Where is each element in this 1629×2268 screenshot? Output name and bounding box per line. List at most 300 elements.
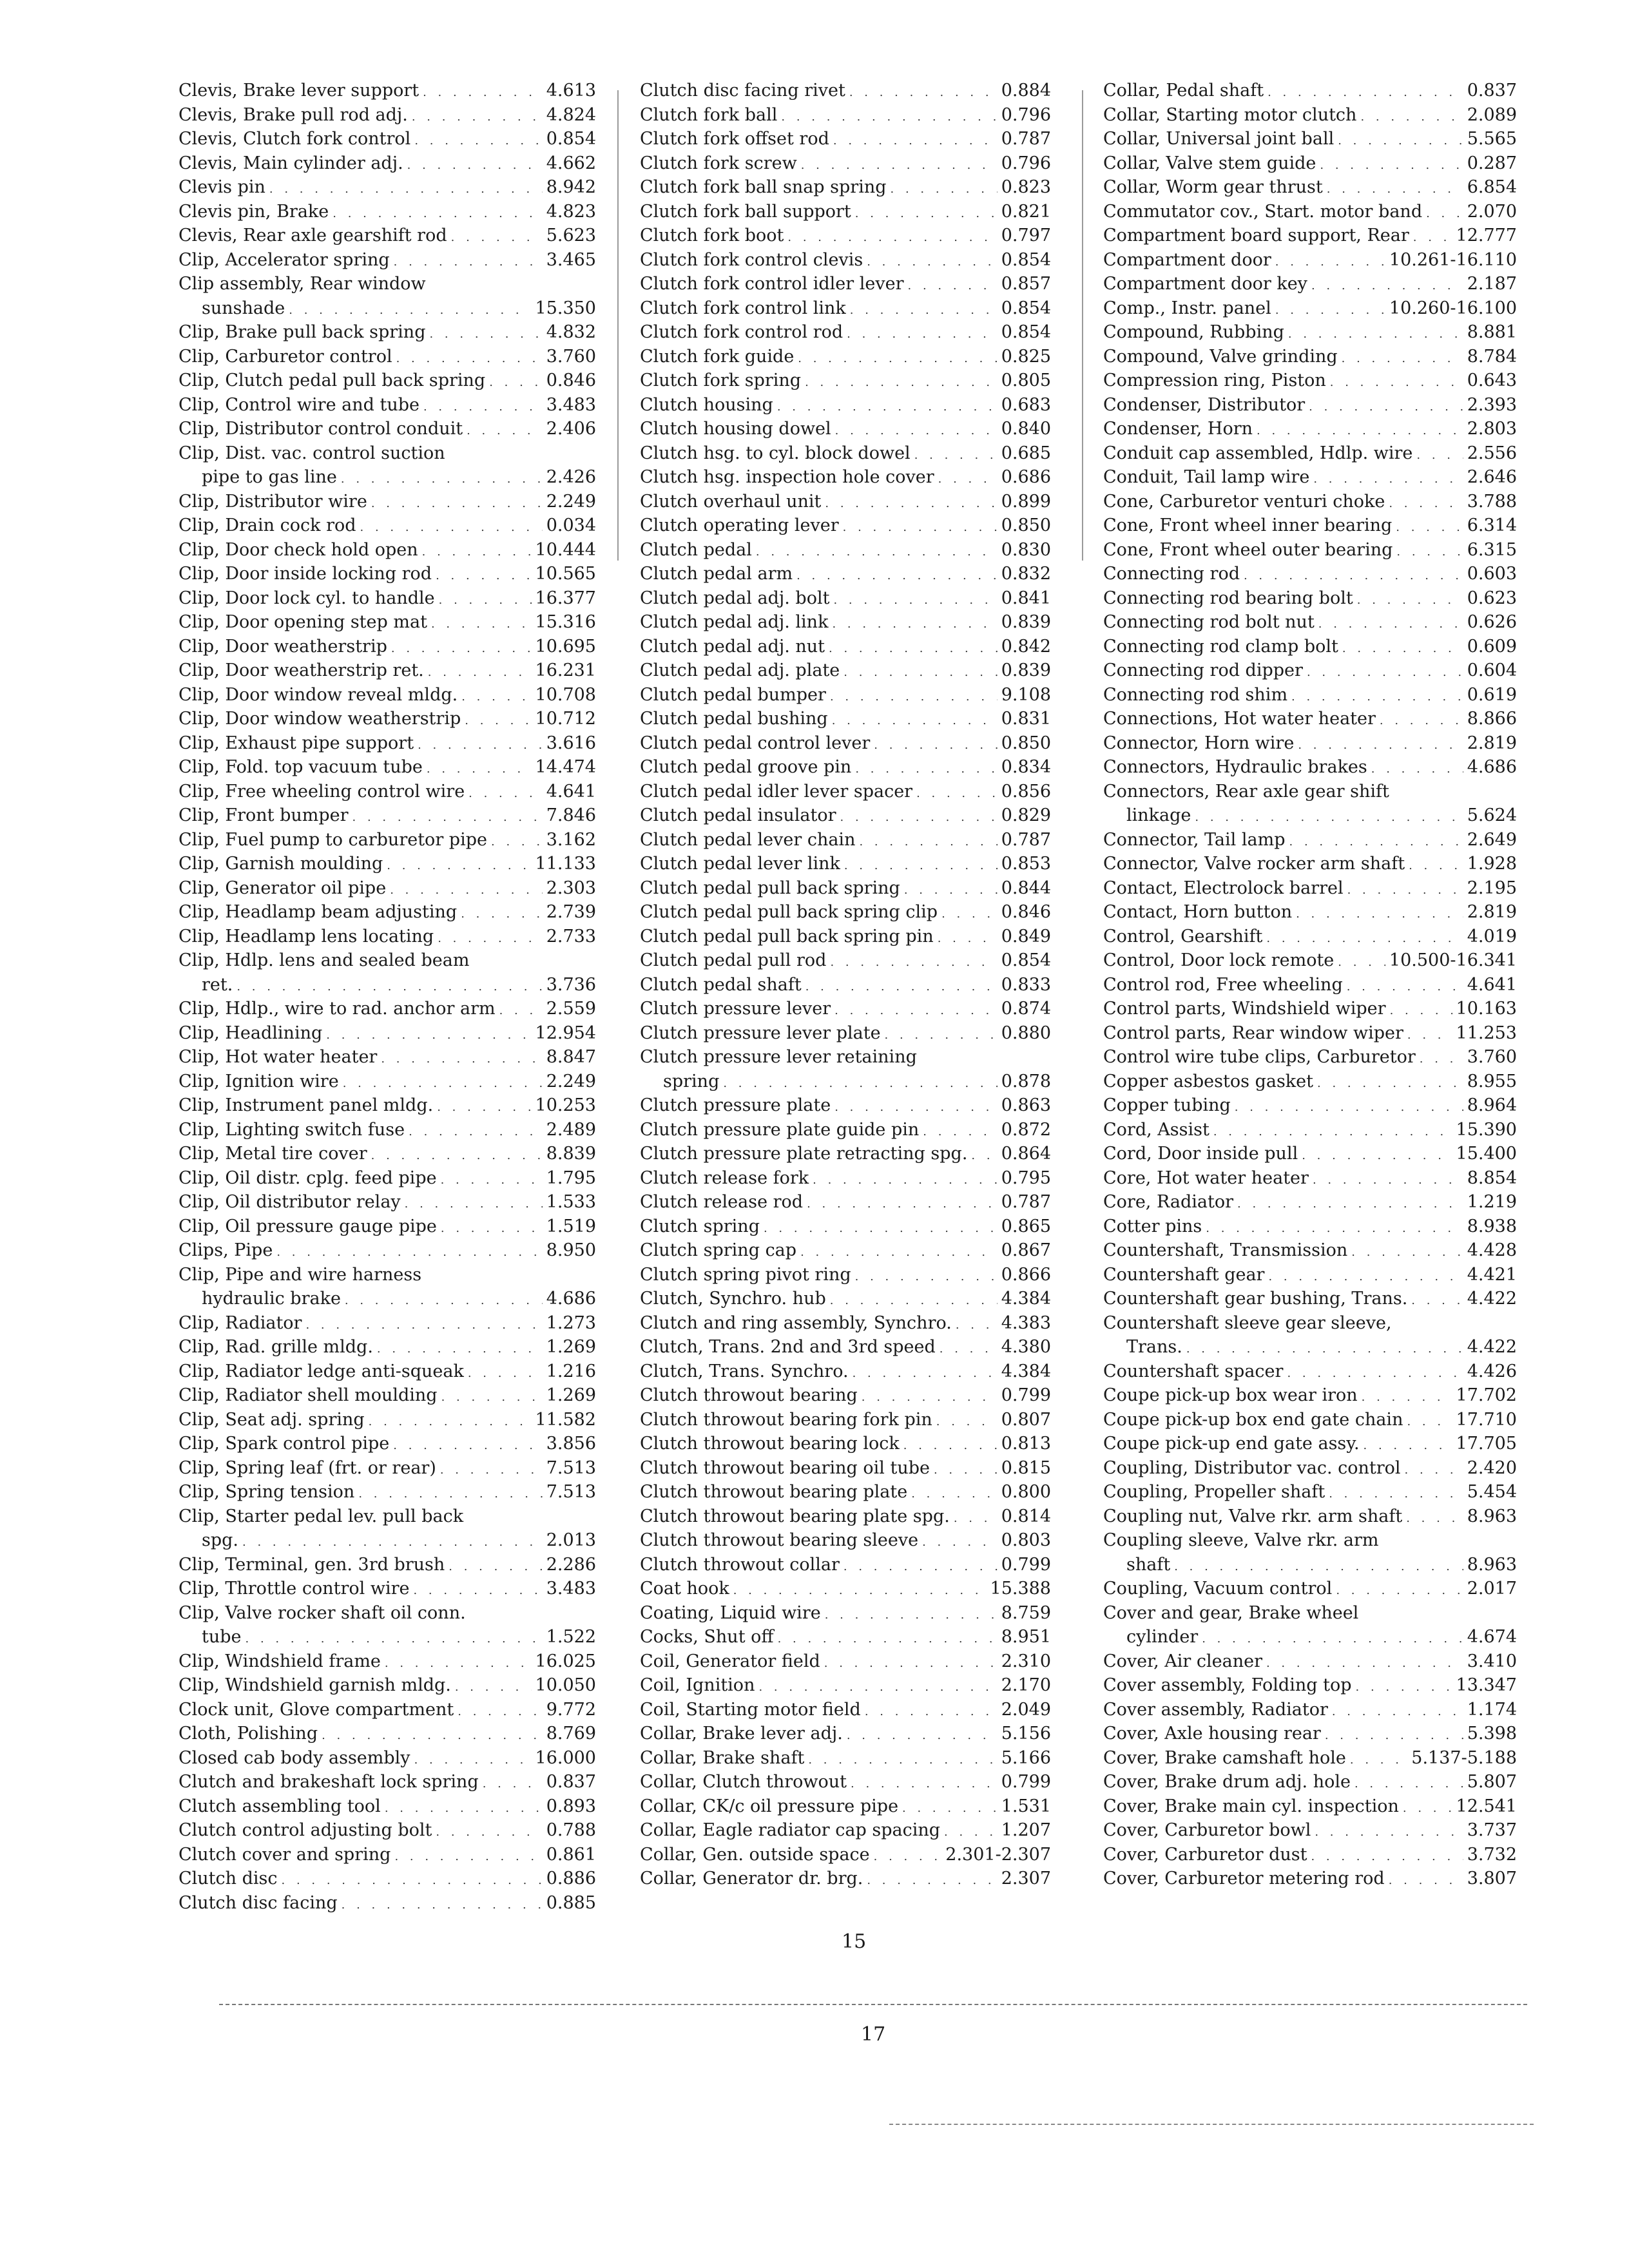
- entry-name: Clip, Ignition wire: [178, 1071, 339, 1091]
- entry-reference: 9.108: [1001, 684, 1051, 705]
- index-entry: [640, 175, 1051, 200]
- entry-reference: 0.686: [1001, 467, 1051, 487]
- dot-leader: [844, 854, 998, 876]
- entry-reference: 13.347: [1456, 1675, 1517, 1695]
- index-entry: [1103, 1238, 1517, 1263]
- dot-leader: [1347, 878, 1463, 901]
- dot-leader: [813, 1168, 998, 1191]
- index-entry: [178, 780, 596, 804]
- entry-name: Clutch pedal adj. link: [640, 612, 829, 632]
- entry-reference: 4.422: [1467, 1337, 1517, 1357]
- dot-leader: [834, 1095, 997, 1118]
- entry-name: Collar, Gen. outside space: [640, 1844, 870, 1865]
- index-entry: [178, 1625, 596, 1649]
- dot-leader: [461, 685, 531, 707]
- entry-name: Clutch throwout bearing plate: [640, 1482, 908, 1502]
- entry-reference: 2.556: [1467, 443, 1517, 463]
- entry-reference: 0.815: [1001, 1457, 1051, 1478]
- dot-leader: [832, 709, 998, 731]
- dot-leader: [914, 443, 998, 466]
- entry-name: Core, Hot water heater: [1103, 1168, 1309, 1188]
- entry-reference: 16.025: [535, 1651, 596, 1671]
- dot-leader: [1315, 1820, 1463, 1843]
- index-entry: [178, 224, 596, 248]
- entry-name: Clutch pressure lever: [640, 999, 831, 1019]
- entry-name: Clutch hsg. to cyl. block dowel: [640, 443, 911, 463]
- dot-leader: [269, 177, 543, 200]
- index-entry: [640, 683, 1051, 707]
- dot-leader: [1307, 660, 1463, 683]
- entry-reference: 2.739: [546, 902, 596, 922]
- dot-leader: [855, 202, 998, 224]
- entry-name: Clip, Radiator shell moulding: [178, 1385, 438, 1405]
- index-entry: [640, 345, 1051, 369]
- dot-leader: [1407, 1410, 1452, 1432]
- dot-leader: [758, 1675, 997, 1698]
- entry-reference: 0.865: [1001, 1216, 1051, 1236]
- dot-leader: [801, 153, 998, 176]
- dot-leader: [835, 419, 998, 441]
- entry-name: Connecting rod shim: [1103, 684, 1288, 705]
- index-entry: [1103, 900, 1517, 925]
- entry-reference: 3.483: [546, 1579, 596, 1599]
- entry-reference: 2.819: [1467, 733, 1517, 753]
- dot-leader: [305, 1313, 542, 1336]
- entry-name: Clip, Exhaust pipe support: [178, 733, 414, 753]
- entry-name: Clip, Door inside locking rod: [178, 564, 432, 584]
- entry-reference: 8.854: [1467, 1168, 1517, 1188]
- index-entry: [640, 803, 1051, 828]
- entry-reference: 0.846: [1001, 902, 1051, 922]
- dot-leader: [431, 612, 532, 635]
- entry-name: Cord, Door inside pull: [1103, 1144, 1298, 1164]
- entry-name: Clutch throwout bearing plate spg.: [640, 1506, 950, 1526]
- dot-leader: [1296, 902, 1463, 925]
- entry-reference: 0.813: [1001, 1434, 1051, 1454]
- entry-reference: 0.878: [1001, 1071, 1051, 1091]
- entry-name: Clutch cover and spring: [178, 1844, 391, 1865]
- entry-name: Clutch pedal lever chain: [640, 829, 856, 850]
- entry-reference: 2.070: [1467, 201, 1517, 222]
- dot-leader: [489, 370, 543, 393]
- entry-name: Clip, Hot water heater: [178, 1047, 378, 1067]
- entry-name: Closed cab body assembly: [178, 1747, 410, 1768]
- index-entry: [1103, 1142, 1517, 1166]
- entry-reference: 2.249: [546, 491, 596, 512]
- index-entry: [1103, 1021, 1517, 1046]
- index-entry: [640, 1504, 1051, 1529]
- index-entry: [178, 151, 596, 176]
- entry-name: Clutch pedal shaft: [640, 974, 802, 995]
- index-entry: [178, 79, 596, 103]
- entry-reference: 0.840: [1001, 419, 1051, 439]
- dot-leader: [777, 395, 998, 418]
- entry-name: Clips, Pipe: [178, 1240, 273, 1260]
- entry-reference: 0.899: [1001, 491, 1051, 512]
- entry-name: Collar, Eagle radiator cap spacing: [640, 1820, 941, 1840]
- dot-leader: [441, 1216, 543, 1239]
- dot-leader: [859, 830, 997, 852]
- entry-reference: 0.821: [1001, 201, 1051, 222]
- entry-name: Connectors, Rear axle gear shift: [1103, 781, 1389, 802]
- index-entry: [640, 1311, 1051, 1336]
- entry-reference: 6.854: [1467, 177, 1517, 197]
- dot-leader: [1327, 177, 1463, 200]
- dot-leader: [1362, 1385, 1452, 1408]
- entry-name: Clutch pedal: [640, 539, 752, 560]
- entry-name: Clutch pressure plate guide pin: [640, 1119, 920, 1140]
- entry-name: Collar, Worm gear thrust: [1103, 177, 1323, 197]
- index-entry: [178, 1770, 596, 1794]
- entry-name: Clutch fork control rod: [640, 322, 843, 342]
- index-entry: [178, 369, 596, 393]
- dot-leader: [377, 1337, 543, 1360]
- entry-reference: 0.846: [546, 370, 596, 390]
- entry-name: Collar, Clutch throwout: [640, 1772, 847, 1792]
- entry-reference: 8.950: [546, 1240, 596, 1260]
- entry-name: Clutch release rod: [640, 1192, 804, 1212]
- index-entry: [640, 828, 1051, 852]
- index-entry: [640, 272, 1051, 296]
- dot-leader: [1351, 1240, 1463, 1263]
- index-entry: [640, 973, 1051, 997]
- entry-name: Clip, Distributor wire: [178, 491, 367, 512]
- entry-reference: 0.841: [1001, 588, 1051, 608]
- entry-reference: 1.531: [1001, 1796, 1051, 1816]
- entry-reference: 15.350: [535, 298, 596, 318]
- index-entry: [640, 369, 1051, 393]
- dot-leader: [847, 322, 998, 345]
- index-entry: [1103, 610, 1517, 635]
- dot-leader: [1288, 322, 1463, 345]
- entry-reference: 0.814: [1001, 1506, 1051, 1526]
- dot-leader: [414, 129, 542, 151]
- entry-reference: 12.541: [1456, 1796, 1517, 1816]
- entry-name: Trans.: [1126, 1337, 1182, 1357]
- entry-name: Contact, Horn button: [1103, 902, 1293, 922]
- entry-reference: 0.604: [1467, 660, 1517, 680]
- entry-reference: 10.708: [535, 684, 596, 705]
- index-entry: [640, 610, 1051, 635]
- index-entry: [178, 1504, 596, 1529]
- entry-name: Clip, Door weatherstrip ret.: [178, 660, 424, 680]
- dot-leader: [423, 395, 543, 418]
- entry-name: Clutch and brakeshaft lock spring: [178, 1772, 479, 1792]
- index-entry: [1103, 1360, 1517, 1384]
- entry-name: Clip, Oil distr. cplg. feed pipe: [178, 1168, 437, 1188]
- entry-reference: 3.732: [1467, 1844, 1517, 1865]
- entry-name: Clutch fork ball support: [640, 201, 851, 222]
- index-entry: [640, 1625, 1051, 1649]
- index-entry: [1103, 973, 1517, 997]
- index-entry: [1103, 1625, 1517, 1649]
- index-entry: [178, 272, 596, 296]
- index-entry: [178, 1166, 596, 1191]
- dot-leader: [360, 515, 543, 538]
- dot-leader: [1396, 540, 1463, 562]
- dot-leader: [407, 153, 543, 176]
- dot-leader: [1289, 830, 1463, 852]
- entry-name: Clutch disc: [178, 1869, 278, 1888]
- index-entry: [1103, 1746, 1517, 1771]
- index-entry: [178, 1698, 596, 1722]
- entry-reference: 14.474: [535, 757, 596, 777]
- entry-name: Collar, Pedal shaft: [1103, 81, 1264, 101]
- dot-leader: [1380, 709, 1463, 731]
- index-entry: [640, 1432, 1051, 1456]
- index-entry: [640, 248, 1051, 273]
- entry-name: Connector, Tail lamp: [1103, 829, 1286, 850]
- entry-name: Cover, Brake camshaft hole: [1103, 1747, 1346, 1768]
- dot-leader: [1266, 927, 1463, 949]
- entry-name: Clip, Clutch pedal pull back spring: [178, 370, 486, 390]
- index-entry: [640, 1553, 1051, 1577]
- entry-reference: 10.050: [535, 1675, 596, 1695]
- dot-leader: [371, 492, 543, 514]
- entry-name: Comp., Instr. panel: [1103, 298, 1271, 318]
- dot-leader: [1309, 395, 1463, 418]
- dot-leader: [499, 999, 543, 1021]
- dot-leader: [1313, 1168, 1463, 1191]
- index-entry: [640, 1118, 1051, 1142]
- entry-reference: 8.847: [546, 1047, 596, 1067]
- entry-reference: 17.705: [1456, 1434, 1517, 1454]
- entry-reference: 0.643: [1467, 370, 1517, 390]
- entry-reference: 2.301-2.307: [945, 1844, 1051, 1865]
- index-entry: [178, 731, 596, 756]
- dot-leader: [1354, 1772, 1463, 1794]
- index-entry: [1103, 1504, 1517, 1529]
- entry-reference: 0.857: [1001, 274, 1051, 294]
- index-entry: [640, 79, 1051, 103]
- dot-leader: [938, 467, 998, 490]
- dot-leader: [1268, 1265, 1463, 1287]
- dot-leader: [1416, 443, 1463, 466]
- entry-name: Clip, Spark control pipe: [178, 1434, 390, 1454]
- entry-reference: 0.854: [1001, 249, 1051, 270]
- entry-reference: 5.623: [546, 226, 596, 245]
- index-entry: [640, 1383, 1051, 1408]
- entry-name: Clutch pedal bushing: [640, 709, 828, 729]
- entry-reference: 16.000: [535, 1747, 596, 1768]
- index-entry: [640, 707, 1051, 731]
- dot-leader: [491, 830, 543, 852]
- dot-leader: [440, 1458, 543, 1481]
- entry-reference: 11.133: [535, 854, 596, 874]
- entry-name: Clip, Hdlp., wire to rad. anchor arm: [178, 999, 496, 1019]
- index-entry: [640, 441, 1051, 466]
- entry-reference: 0.034: [546, 515, 596, 535]
- index-entry: [178, 345, 596, 369]
- index-entry: [1103, 1287, 1517, 1311]
- entry-name: Connecting rod clamp bolt: [1103, 636, 1338, 657]
- dot-leader: [246, 1627, 543, 1649]
- dot-leader: [369, 1410, 532, 1432]
- entry-reference: 10.712: [535, 709, 596, 729]
- index-entry: [1103, 1794, 1517, 1819]
- entry-name: Coat hook: [640, 1579, 729, 1599]
- entry-name: Coil, Starting motor field: [640, 1699, 861, 1720]
- entry-reference: 0.825: [1001, 346, 1051, 367]
- entry-reference: 5.156: [1001, 1724, 1051, 1744]
- entry-reference: 10.261-16.110: [1389, 249, 1517, 270]
- entry-reference: 1.533: [546, 1192, 596, 1212]
- entry-reference: 8.964: [1467, 1095, 1517, 1115]
- entry-reference: 2.646: [1467, 467, 1517, 487]
- entry-name: Clip, Pipe and wire harness: [178, 1264, 422, 1285]
- index-entry: [1103, 127, 1517, 151]
- entry-reference: 16.231: [535, 660, 596, 680]
- index-entry: [178, 948, 596, 973]
- entry-reference: 0.626: [1467, 612, 1517, 632]
- entry-reference: 0.787: [1001, 129, 1051, 149]
- entry-name: Clutch housing dowel: [640, 419, 831, 439]
- entry-reference: 0.866: [1001, 1264, 1051, 1285]
- index-entry: [640, 1577, 1051, 1601]
- entry-reference: 1.269: [546, 1337, 596, 1357]
- index-entry: [178, 1335, 596, 1360]
- index-entry: [640, 1480, 1051, 1504]
- dot-leader: [1332, 1700, 1463, 1722]
- dot-leader: [1350, 1748, 1407, 1771]
- entry-reference: 0.864: [1001, 1144, 1051, 1164]
- entry-name: Clutch pedal idler lever spacer: [640, 781, 913, 802]
- dot-leader: [1329, 1482, 1463, 1504]
- dot-leader: [1390, 999, 1452, 1021]
- dot-leader: [867, 250, 998, 273]
- entry-name: Clutch throwout bearing fork pin: [640, 1409, 932, 1430]
- dot-leader: [276, 1240, 542, 1263]
- entry-reference: 4.384: [1001, 1289, 1051, 1309]
- entry-name: Clip, Terminal, gen. 3rd brush: [178, 1554, 445, 1575]
- dot-leader: [1325, 1724, 1463, 1746]
- index-entry: [178, 490, 596, 514]
- entry-reference: 2.420: [1467, 1457, 1517, 1478]
- entry-name: Clip, Garnish moulding: [178, 854, 383, 874]
- index-entry: [1103, 780, 1517, 804]
- entry-reference: 0.854: [1001, 322, 1051, 342]
- entry-reference: 0.874: [1001, 999, 1051, 1019]
- entry-name: Coupe pick-up box wear iron: [1103, 1385, 1358, 1405]
- entry-reference: 2.426: [546, 467, 596, 487]
- entry-reference: 4.824: [546, 104, 596, 125]
- dot-leader: [1420, 1047, 1463, 1070]
- entry-reference: 5.624: [1467, 805, 1517, 825]
- index-entry: [640, 1673, 1051, 1698]
- entry-name: Clutch assembling tool: [178, 1796, 381, 1816]
- entry-name: Clutch throwout bearing oil tube: [640, 1457, 930, 1478]
- entry-reference: 0.834: [1001, 757, 1051, 777]
- entry-reference: 10.695: [535, 636, 596, 657]
- index-entry: [1103, 1722, 1517, 1746]
- entry-reference: 3.760: [1467, 1047, 1517, 1067]
- entry-name: Coupling sleeve, Valve rkr. arm: [1103, 1530, 1379, 1550]
- entry-reference: 3.788: [1467, 491, 1517, 512]
- dot-leader: [834, 999, 998, 1021]
- entry-reference: 0.683: [1001, 394, 1051, 415]
- entry-name: Clutch fork spring: [640, 370, 802, 390]
- index-entry: [178, 1891, 596, 1916]
- page-divider-line-lower: [889, 2124, 1534, 2125]
- dot-leader: [423, 81, 543, 103]
- index-entry: [178, 127, 596, 151]
- entry-name: Coil, Generator field: [640, 1651, 820, 1671]
- entry-name: Clutch fork guide: [640, 346, 795, 367]
- entry-name: Cover, Air cleaner: [1103, 1651, 1262, 1671]
- dot-leader: [429, 322, 542, 345]
- entry-name: Coupling, Propeller shaft: [1103, 1482, 1325, 1502]
- entry-reference: 0.830: [1001, 539, 1051, 560]
- entry-name: Cover, Brake main cyl. inspection: [1103, 1796, 1399, 1816]
- entry-reference: 3.807: [1467, 1869, 1517, 1888]
- index-entry: [640, 1818, 1051, 1843]
- entry-name: Clip, Metal tire cover: [178, 1144, 367, 1164]
- dot-leader: [1406, 1506, 1463, 1529]
- entry-reference: 15.400: [1456, 1144, 1517, 1164]
- dot-leader: [808, 1748, 997, 1771]
- entry-name: Clip, Fuel pump to carburetor pipe: [178, 829, 487, 850]
- entry-name: Clutch throwout bearing lock: [640, 1434, 900, 1454]
- entry-reference: 5.398: [1467, 1724, 1517, 1744]
- dot-leader: [798, 347, 997, 369]
- index-entry: [178, 1601, 596, 1626]
- entry-name: Cover, Axle housing rear: [1103, 1724, 1321, 1744]
- index-entry: [1103, 1432, 1517, 1456]
- index-entry: [640, 1843, 1051, 1867]
- entry-reference: 2.187: [1467, 274, 1517, 294]
- index-entry: [178, 1287, 596, 1311]
- index-entry: [1103, 1577, 1517, 1601]
- entry-reference: 9.772: [546, 1699, 596, 1720]
- entry-reference: 2.393: [1467, 394, 1517, 415]
- dot-leader: [1237, 1192, 1463, 1215]
- index-entry: [640, 925, 1051, 949]
- dot-leader: [850, 298, 998, 321]
- entry-name: Coil, Ignition: [640, 1675, 755, 1695]
- entry-name: Clip, Door lock cyl. to handle: [178, 588, 435, 608]
- index-entry: [640, 1335, 1051, 1360]
- index-entry: [178, 828, 596, 852]
- index-entry: [640, 731, 1051, 756]
- entry-name: Clevis, Brake pull rod adj.: [178, 104, 408, 125]
- index-entry: [1103, 1601, 1517, 1626]
- index-entry: [640, 296, 1051, 321]
- dot-leader: [855, 1265, 998, 1287]
- index-entry: [640, 465, 1051, 490]
- dot-leader: [1413, 226, 1452, 248]
- entry-name: Collar, Universal joint ball: [1103, 129, 1335, 149]
- dot-leader: [1347, 975, 1463, 997]
- index-entry: [178, 1577, 596, 1601]
- entry-name: Cover and gear, Brake wheel: [1103, 1602, 1359, 1623]
- index-entry: [178, 1408, 596, 1432]
- index-entry: [178, 514, 596, 538]
- dot-leader: [971, 1144, 997, 1166]
- entry-name: Clip, Hdlp. lens and sealed beam: [178, 950, 470, 970]
- entry-reference: 2.195: [1467, 878, 1517, 898]
- entry-name: Clip, Door window weatherstrip: [178, 709, 461, 729]
- entry-name: Clevis pin: [178, 177, 265, 197]
- index-entry: [1103, 1070, 1517, 1094]
- index-entry: [1103, 1383, 1517, 1408]
- entry-reference: 2.286: [546, 1554, 596, 1575]
- entry-name: Cover, Brake drum adj. hole: [1103, 1772, 1351, 1792]
- entry-name: Core, Radiator: [1103, 1192, 1234, 1212]
- dot-leader: [843, 660, 997, 683]
- entry-reference: 15.316: [535, 612, 596, 632]
- entry-reference: 16.377: [535, 588, 596, 608]
- index-entry: [1103, 1698, 1517, 1722]
